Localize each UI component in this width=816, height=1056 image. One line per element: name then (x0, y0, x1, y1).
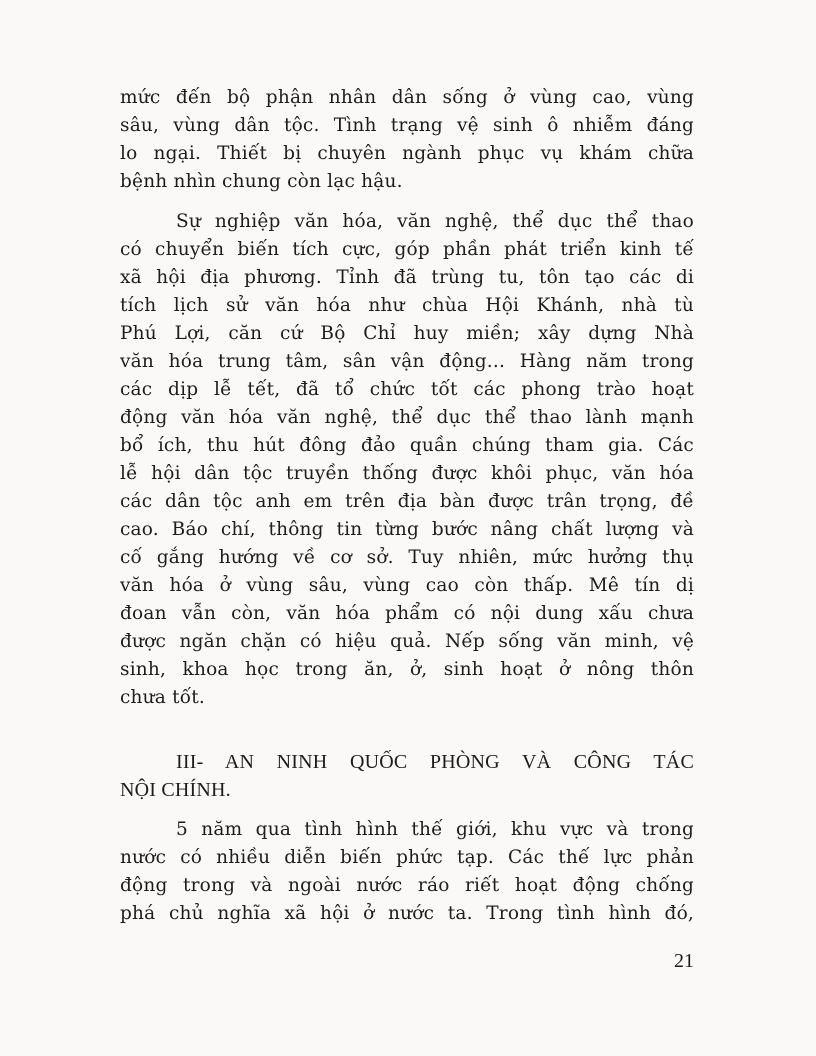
text-line: bệnh nhìn chung còn lạc hậu. (120, 171, 403, 192)
section-heading (120, 748, 694, 804)
text-line: xã hội địa phương. Tỉnh đã trùng tu, tôn tạo các di (120, 267, 694, 288)
page-number: 21 (674, 950, 694, 972)
page-body (120, 84, 694, 940)
text-line: chưa tốt. (120, 687, 205, 708)
paragraph-security (120, 816, 694, 928)
heading-line: III- AN NINH QUỐC PHÒNG VÀ CÔNG TÁC (176, 751, 694, 773)
text-line: lễ hội dân tộc truyền thống được khôi phục, văn hóa (120, 463, 694, 484)
text-line: 5 năm qua tình hình thế giới, khu vực và trong (176, 819, 694, 840)
text-line: có chuyển biến tích cực, góp phần phát triển kinh tế (120, 239, 694, 260)
text-line: được ngăn chặn có hiệu quả. Nếp sống văn minh, vệ (120, 631, 694, 652)
text-line: mức đến bộ phận nhân dân sống ở vùng cao, vùng (120, 87, 694, 108)
text-line: Phú Lợi, căn cứ Bộ Chỉ huy miền; xây dựng Nhà (120, 323, 694, 344)
text-line: động văn hóa văn nghệ, thể dục thể thao lành mạnh (120, 407, 694, 428)
text-line: cao. Báo chí, thông tin từng bước nâng chất lượng và (120, 519, 694, 540)
text-line: các dịp lễ tết, đã tổ chức tốt các phong trào hoạt (120, 379, 694, 400)
text-line: phá chủ nghĩa xã hội ở nước ta. Trong tình hình đó, (120, 903, 694, 924)
text-line: sinh, khoa học trong ăn, ở, sinh hoạt ở nông thôn (120, 659, 694, 680)
text-line: văn hóa ở vùng sâu, vùng cao còn thấp. Mê tín dị (120, 575, 694, 596)
text-line: động trong và ngoài nước ráo riết hoạt động chống (120, 875, 694, 896)
text-line: tích lịch sử văn hóa như chùa Hội Khánh, nhà tù (120, 295, 694, 316)
paragraph-health (120, 84, 694, 196)
heading-line: NỘI CHÍNH. (120, 779, 231, 801)
paragraph-culture (120, 208, 694, 712)
text-line: Sự nghiệp văn hóa, văn nghệ, thể dục thể thao (176, 211, 694, 232)
text-line: văn hóa trung tâm, sân vận động... Hàng năm trong (120, 351, 694, 372)
text-line: lo ngại. Thiết bị chuyên ngành phục vụ khám chữa (120, 143, 694, 164)
text-line: sâu, vùng dân tộc. Tình trạng vệ sinh ô nhiễm đáng (120, 115, 694, 136)
text-line: bổ ích, thu hút đông đảo quần chúng tham gia. Các (120, 435, 694, 456)
text-line: nước có nhiều diễn biến phức tạp. Các thế lực phản (120, 847, 694, 868)
text-line: cố gắng hướng về cơ sở. Tuy nhiên, mức hưởng thụ (120, 547, 694, 568)
text-line: đoan vẫn còn, văn hóa phẩm có nội dung xấu chưa (120, 603, 694, 624)
text-line: các dân tộc anh em trên địa bàn được trân trọng, đề (120, 491, 694, 512)
